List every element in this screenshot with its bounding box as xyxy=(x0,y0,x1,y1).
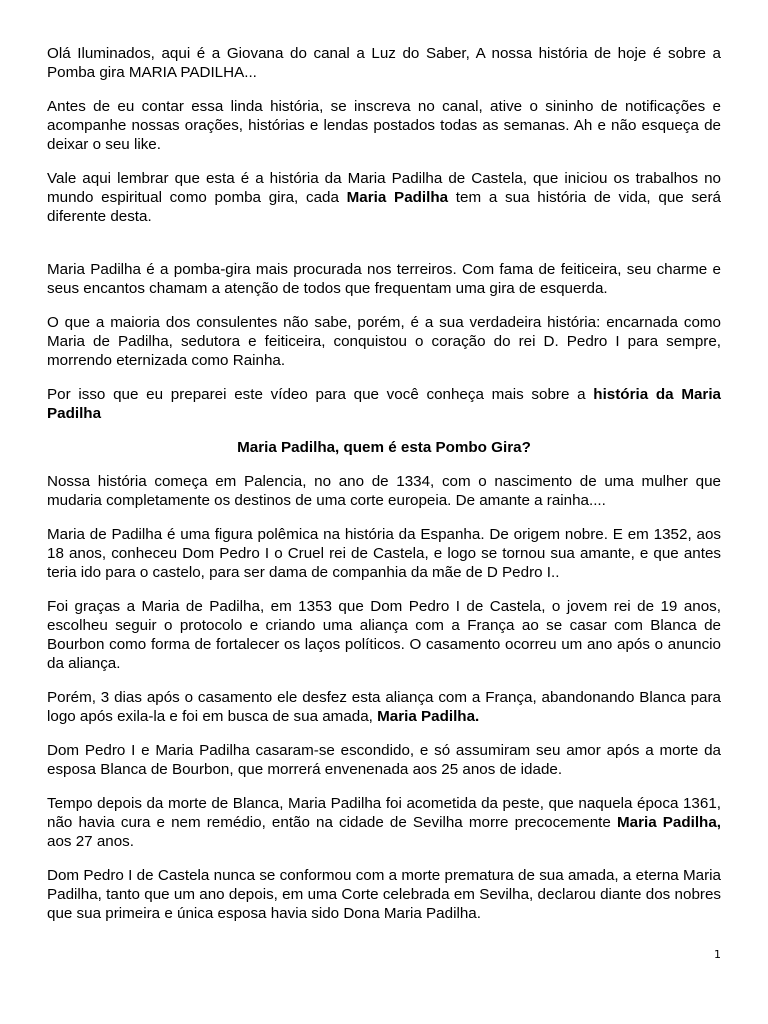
section-heading: Maria Padilha, quem é esta Pombo Gira? xyxy=(237,439,531,456)
bold-maria-padilha: Maria Padilha xyxy=(346,189,449,206)
paragraph-secret-marriage: Dom Pedro I e Maria Padilha casaram-se escondido, e só assumiram seu amor após a morte da esposa Blanca de Bourbon, que morrerá envenenada aos 25 anos de idade. xyxy=(47,742,721,778)
bold-historia: história da Maria Padilha xyxy=(47,386,721,422)
paragraph-subscribe: Antes de eu contar essa linda história, se inscreva no canal, ative o sininho de notificações e acompanhe nossas orações, histórias e lendas postados todas as semanas. Ah e não esqueça de deixar o seu like. xyxy=(47,98,721,153)
bold-maria-padilha-3: Maria Padilha, xyxy=(616,814,721,831)
paragraph-palencia: Nossa história começa em Palencia, no ano de 1334, com o nascimento de uma mulher que mudaria completamente os destinos de uma corte europeia. De amante a rainha.... xyxy=(47,473,721,509)
paragraph-death: Tempo depois da morte de Blanca, Maria Padilha foi acometida da peste, que naquela época 1361, não havia cura e nem remédio, então na cidade de Sevilha morre precocemente Maria Padilha, aos 27 anos. xyxy=(47,795,721,850)
paragraph-declaration: Dom Pedro I de Castela nunca se conformou com a morte prematura de sua amada, a eterna Maria Padilha, tanto que um ano depois, em uma Corte celebrada em Sevilha, declarou diante dos nobres que sua primeira e única esposa havia sido Dona Maria Padilha. xyxy=(47,867,721,922)
paragraph-abandon: Porém, 3 dias após o casamento ele desfez esta aliança com a França, abandonando Blanca para logo após exila-la e foi em busca de sua amada, Maria Padilha. xyxy=(47,689,721,725)
paragraph-true-story: O que a maioria dos consulentes não sabe, porém, é a sua verdadeira história: encarnada como Maria de Padilha, sedutora e feiticeira, conquistou o coração do rei D. Pedro I para sempre, morrendo eternizada como Rainha. xyxy=(47,314,721,369)
paragraph-video: Por isso que eu preparei este vídeo para que você conheça mais sobre a história da Maria Padilha xyxy=(47,386,721,422)
document-page xyxy=(47,44,721,923)
bold-maria-padilha-2: Maria Padilha. xyxy=(377,708,480,725)
paragraph-intro: Olá Iluminados, aqui é a Giovana do canal a Luz do Saber, A nossa história de hoje é sobre a Pomba gira MARIA PADILHA... xyxy=(47,45,721,81)
paragraph-origin: Maria de Padilha é uma figura polêmica na história da Espanha. De origem nobre. E em 1352, aos 18 anos, conheceu Dom Pedro I o Cruel rei de Castela, e logo se tornou sua amante, e que antes teria ido para o castelo, para ser dama de companhia da mãe de D Pedro I.. xyxy=(47,526,721,581)
page-number: 1 xyxy=(714,948,721,961)
paragraph-pomba-gira: Maria Padilha é a pomba-gira mais procurada nos terreiros. Com fama de feiticeira, seu charme e seus encantos chamam a atenção de todos que frequentam uma gira de esquerda. xyxy=(47,261,721,297)
paragraph-castela-note: Vale aqui lembrar que esta é a história da Maria Padilha de Castela, que iniciou os trabalhos no mundo espiritual como pomba gira, cada Maria Padilha tem a sua história de vida, que será diferente desta. xyxy=(47,170,721,225)
paragraph-alliance: Foi graças a Maria de Padilha, em 1353 que Dom Pedro I de Castela, o jovem rei de 19 anos, escolheu seguir o protocolo e criando uma aliança com a França ao se casar com Blanca de Bourbon como forma de fortalecer os laços políticos. O casamento ocorreu um ano após o anuncio da aliança. xyxy=(47,598,721,672)
